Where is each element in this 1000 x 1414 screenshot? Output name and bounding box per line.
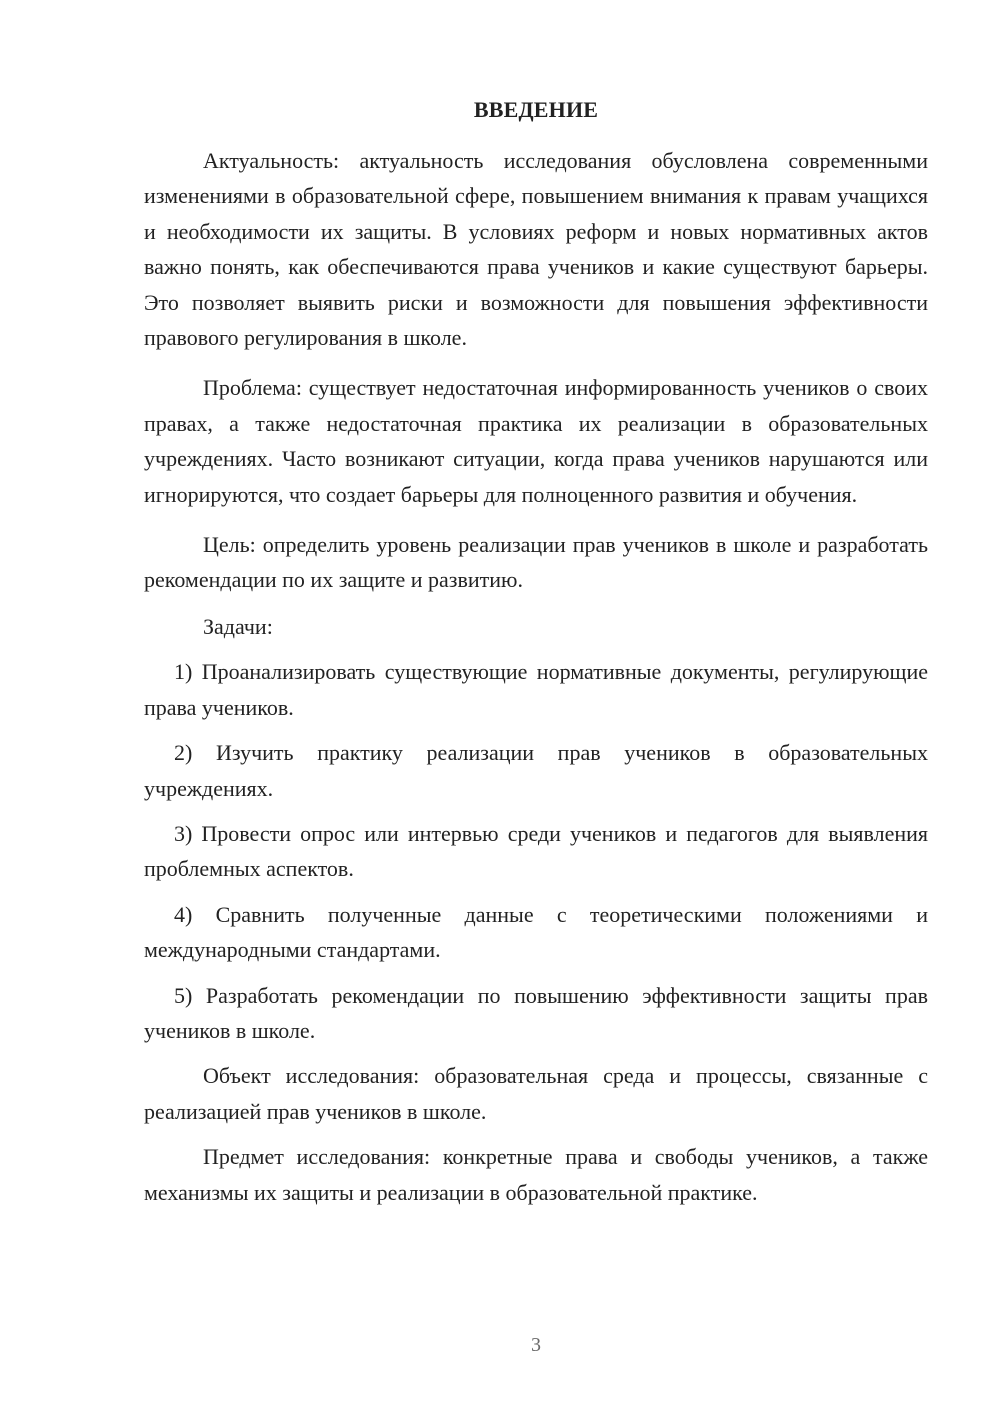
task-item-4: 4) Сравнить полученные данные с теоретическими положениями и международными стандартами.: [144, 901, 928, 963]
task-item-2: 2) Изучить практику реализации прав учеников в образовательных учреждениях.: [144, 740, 928, 801]
relevance-paragraph: Актуальность: актуальность исследования обусловлена современными изменениями в образовательной сфере, повышением внимания к правам учащихся и необходимости их защиты. В условиях реформ и новых нормативных актов важно понять, как обеспечиваются права учеников и какие существуют барьеры. Это позволяет выявить риски и возможности для повышения эффективности правового регулирования в школе.: [144, 148, 928, 351]
task-item-1: 1) Проанализировать существующие нормативные документы, регулирующие права учеников.: [144, 659, 928, 720]
page-title: ВВЕДЕНИЕ: [473, 97, 599, 122]
tasks-list: [144, 654, 928, 1048]
task-item-5: 5) Разработать рекомендации по повышению эффективности защиты прав учеников в школе.: [144, 982, 928, 1043]
task-item-3: 3) Провести опрос или интервью среди учеников и педагогов для выявления проблемных аспектов.: [144, 820, 928, 882]
subject-paragraph: Предмет исследования: конкретные права и свободы учеников, а также механизмы их защиты и реализации в образовательной практике.: [144, 1144, 928, 1205]
document-body: [144, 143, 928, 1210]
goal-paragraph: Цель: определить уровень реализации прав учеников в школе и разработать рекомендации по их защите и развитию.: [144, 532, 928, 593]
page-number: 3: [531, 1334, 541, 1356]
problem-paragraph: Проблема: существует недостаточная информированность учеников о своих правах, а также недостаточная практика их реализации в образовательных учреждениях. Часто возникают ситуации, когда права учеников нарушаются или игнорируются, что создает барьеры для полноценного развития и обучения.: [144, 375, 928, 507]
tasks-label: Задачи:: [203, 613, 273, 639]
object-paragraph: Объект исследования: образовательная среда и процессы, связанные с реализацией прав учеников в школе.: [144, 1063, 928, 1124]
